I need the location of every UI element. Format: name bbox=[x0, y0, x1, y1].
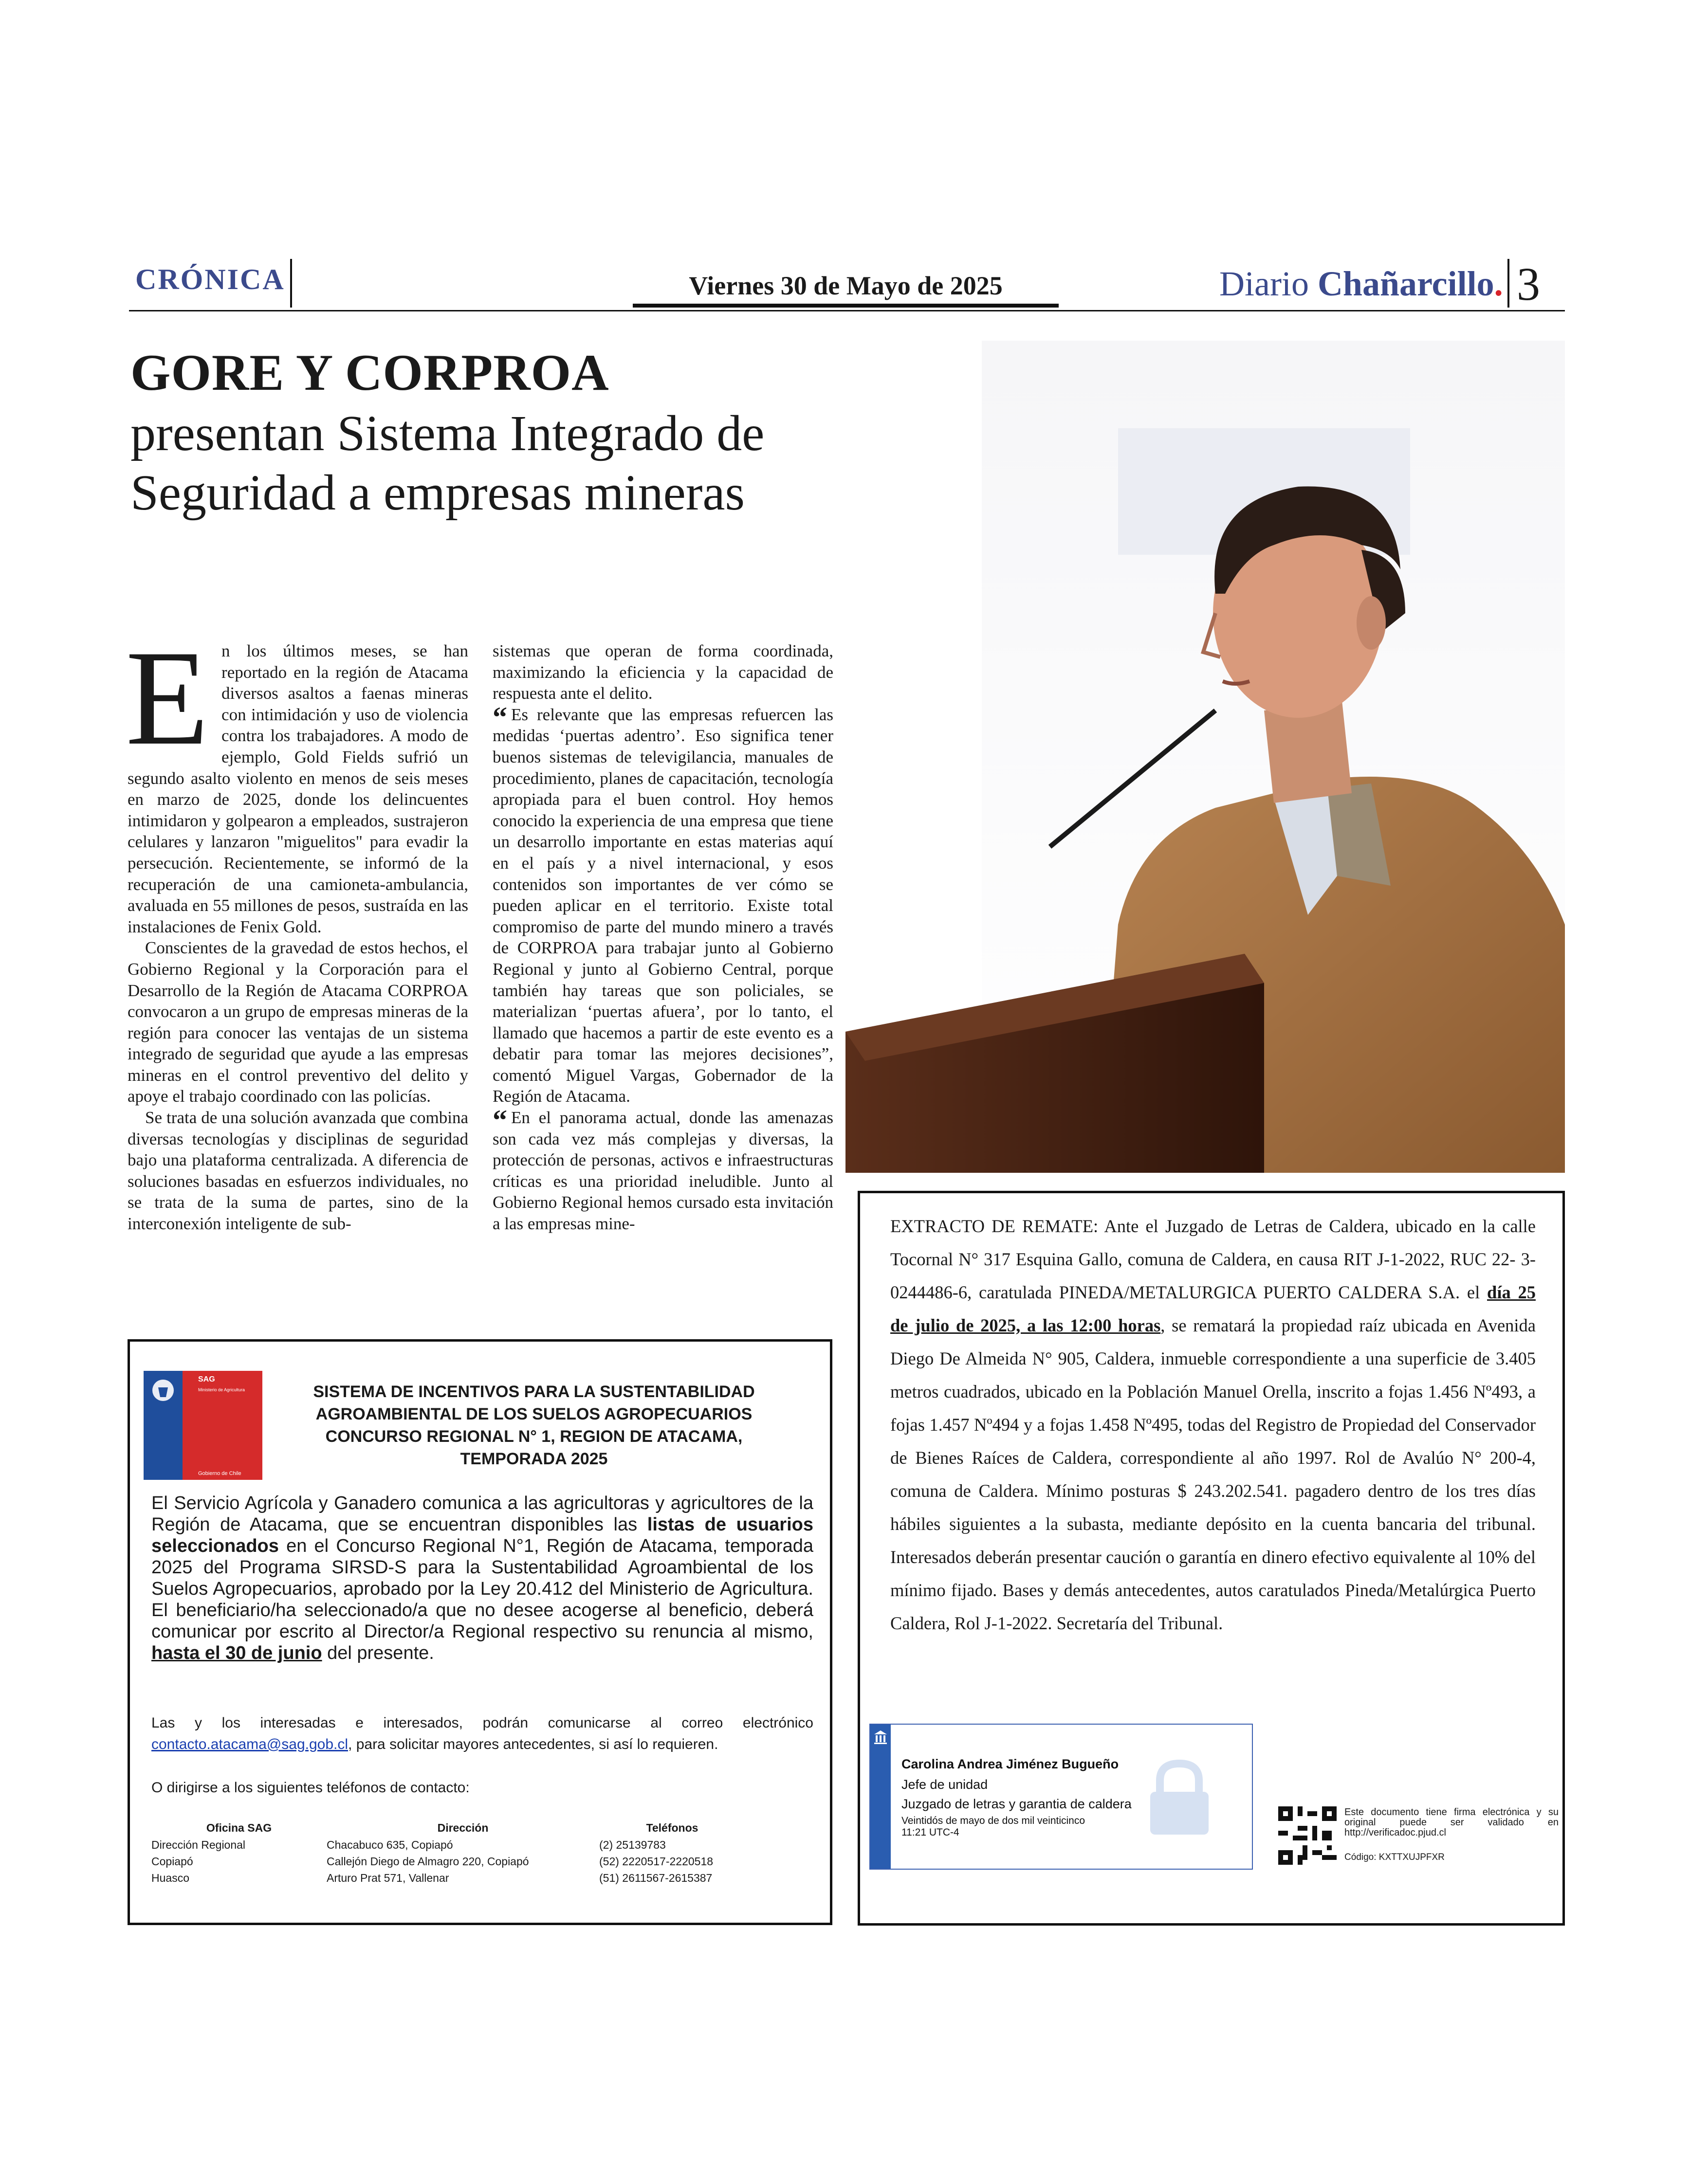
page-number: 3 bbox=[1517, 258, 1540, 310]
sag-title-line: TEMPORADA 2025 bbox=[460, 1450, 608, 1468]
table-header: Dirección bbox=[437, 1821, 489, 1834]
article-column-2 bbox=[493, 640, 833, 1235]
article-column-1 bbox=[126, 622, 468, 1235]
drop-cap: E bbox=[126, 622, 209, 773]
paper-masthead bbox=[1219, 264, 1503, 304]
table-cell: Chacabuco 635, Copiapó bbox=[327, 1838, 453, 1851]
sag-body-text: del presente. bbox=[322, 1643, 434, 1663]
sag-email-link[interactable]: contacto.atacama@sag.gob.cl bbox=[151, 1736, 349, 1752]
table-cell: Dirección Regional bbox=[151, 1838, 246, 1851]
courthouse-icon bbox=[870, 1725, 891, 1754]
quote-icon: “ bbox=[493, 1104, 507, 1137]
sag-notice-body bbox=[151, 1492, 813, 1664]
photo-speaker-at-podium bbox=[845, 341, 1565, 1173]
table-row bbox=[151, 1837, 745, 1853]
headline-title: presentan Sistema Integrado de Seguridad a empresas mineras bbox=[130, 405, 765, 521]
sag-logo-text: SAG bbox=[198, 1375, 215, 1383]
sag-phones-intro: O dirigirse a los siguientes teléfonos de contacto: bbox=[151, 1780, 470, 1796]
table-cell: Copiapó bbox=[151, 1855, 193, 1868]
sag-contact-text bbox=[151, 1712, 813, 1755]
signer-name: Carolina Andrea Jiménez Bugueño bbox=[901, 1757, 1119, 1771]
auction-text-part: , se rematará la propiedad raíz ubicada en Avenida Diego De Almeida N° 905, Caldera, inmueble correspondiente a una superficie de 3.405 metros cuadrados, ubicado en la Población Manuel Orella, inscrito a fojas 1.456 Nº493, a fojas 1.457 Nº494 y a fojas 1.458 Nº495, todas del Registro de Propiedad del Conservador de Bienes Raíces de Caldera, correspondiente al año 1997. Rol de Avalúo N° 200-4, comuna de Caldera. Mínimo posturas $ 243.202.541. pagadero dentro de los tres días hábiles siguientes a la subasta, mediante depósito en la cuenta bancaria del tribunal. Interesados deberán presentar caución o garantía en dinero efectivo equivalente al 10% del mínimo fijado. Bases y demás antecedentes, autos caratulados Pineda/Metalúrgica Puerto Caldera, Rol J-1-2022. Secretaría del Tribunal. bbox=[890, 1315, 1536, 1633]
section-divider bbox=[290, 259, 292, 308]
paragraph-text: En el panorama actual, donde las amenazas son cada vez más complejas y diversas, la protección de personas, activos e infraestructuras críticas es una prioridad ineludible. Junto al Gobierno Regional hemos cursado esta invitación a las empresas mine- bbox=[493, 1108, 833, 1234]
table-header-row bbox=[151, 1821, 745, 1837]
verification-note: Este documento tiene firma electrónica y su original puede ser validado en http://verificadoc.pjud.cl bbox=[1344, 1807, 1559, 1838]
sag-body-text: en el Concurso Regional N°1, Región de Atacama, temporada 2025 del Programa SIRSD-S para la Sustentabilidad Agroambiental de los Suelos Agropecuarios, aprobado por la Ley 20.412 del Ministerio de Agricultura. El beneficiario/ha seleccionado/a que no desee acogerse al beneficio, deberá comunicar por escrito al Director/a Regional respectivo su renuncia al mismo, bbox=[151, 1536, 813, 1642]
auction-date-emphasis: día 25 de julio de 2025, a las 12:00 horas bbox=[890, 1282, 1536, 1335]
sag-contact-part: Las y los interesadas e interesados, podrán comunicarse al correo electrónico bbox=[151, 1715, 813, 1731]
sag-notice-title bbox=[291, 1381, 777, 1470]
table-row bbox=[151, 1853, 745, 1870]
paragraph-text: Es relevante que las empresas refuercen las medidas ‘puertas adentro’. Eso significa tener buenos sistemas de televigilancia, manuales de procedimiento, planes de capacitación, tecnología apropiada para el buen control. Hoy hemos conocido la experiencia de una empresa que tiene un desarrollo importante en estas materias aquí en el país y a nivel internacional, y esos contenidos son importantes de ver cómo se pueden aplicar en el territorio. Existe total compromiso de parte del mundo minero a través de CORPROA para trabajar junto al Gobierno Regional y junto al Gobierno Central, porque también hay tareas que son policiales, se materializan ‘puertas afuera’, por lo tanto, el llamado que hacemos a partir de este evento es a debatir para tomar las mejores decisiones”, comentó Miguel Vargas, Gobernador de la Región de Atacama. bbox=[493, 705, 833, 1106]
signature-date-line: Veintidós de mayo de dos mil veinticinco bbox=[901, 1815, 1085, 1826]
verification-code: Código: KXTTXUJPFXR bbox=[1344, 1852, 1445, 1862]
sag-contact-part: , para solicitar mayores antecedentes, si así lo requieren. bbox=[348, 1736, 718, 1752]
sag-logo bbox=[144, 1371, 262, 1480]
article-photo bbox=[845, 341, 1565, 1173]
quote-icon: “ bbox=[493, 701, 507, 733]
quote-paragraph bbox=[493, 1104, 833, 1235]
lock-icon bbox=[1143, 1759, 1216, 1839]
header-rule bbox=[129, 310, 1565, 311]
table-cell: Huasco bbox=[151, 1872, 189, 1884]
auction-notice-text bbox=[890, 1210, 1536, 1640]
table-cell: (52) 2220517-2220518 bbox=[599, 1855, 714, 1868]
sag-notice-box bbox=[128, 1339, 832, 1925]
headline-kicker: GORE Y CORPROA bbox=[130, 344, 609, 401]
article-paragraph: sistemas que operan de forma coordinada, maximizando la eficiencia y la capacidad de respuesta ante el delito. bbox=[493, 641, 833, 703]
table-cell: Arturo Prat 571, Vallenar bbox=[327, 1872, 449, 1884]
article-paragraph: Se trata de una solución avanzada que combina diversas tecnologías y disciplinas de seguridad bajo una plataforma centralizada. A diferencia de soluciones basadas en esfuerzos individuales, no se trata de la suma de partes, sino de la interconexión inteligente de sub- bbox=[128, 1108, 468, 1234]
sag-logo-ministry: Ministerio de Agricultura bbox=[198, 1387, 245, 1392]
electronic-signature-box bbox=[869, 1724, 1253, 1870]
paragraph-text: n los últimos meses, se han reportado en la región de Atacama diversos asaltos a faenas mineras con intimidación y uso de violencia contra los trabajadores. A modo de ejemplo, Gold Fields sufrió un segundo asalto violento en menos de seis meses en marzo de 2025, donde los delincuentes intimidaron y golpearon a empleados, sustrajeron celulares y lanzaron "miguelitos" para evadir la persecución. Recientemente, se informó de la recuperación de una camioneta-ambulancia, avaluada en 55 millones de pesos, sustraída en las instalaciones de Fenix Gold. bbox=[128, 641, 468, 936]
signature-time-line: 11:21 UTC-4 bbox=[901, 1827, 959, 1838]
signer-role: Jefe de unidad bbox=[901, 1777, 988, 1792]
sag-deadline: hasta el 30 de junio bbox=[151, 1643, 322, 1663]
article-paragraph: Conscientes de la gravedad de estos hechos, el Gobierno Regional y la Corporación para el Desarrollo de la Región de Atacama CORPROA convocaron a un grupo de empresas mineras de la región para conocer las ventajas de un sistema integrado de seguridad que ayude a las empresas mineras en el control preventivo del delito y apoye el trabajo coordinado con las policías. bbox=[128, 938, 468, 1106]
government-emblem-icon bbox=[144, 1371, 262, 1480]
date-underline bbox=[633, 304, 1059, 308]
paper-dot: . bbox=[1494, 264, 1503, 303]
signature-stripe bbox=[870, 1725, 891, 1869]
sag-title-line: CONCURSO REGIONAL N° 1, REGION DE ATACAMA, bbox=[325, 1427, 743, 1446]
sag-title-line: AGROAMBIENTAL DE LOS SUELOS AGROPECUARIOS bbox=[315, 1405, 753, 1423]
table-cell: Callejón Diego de Almagro 220, Copiapó bbox=[327, 1855, 529, 1868]
sag-offices-table bbox=[151, 1821, 745, 1886]
article-paragraph bbox=[126, 622, 468, 937]
quote-paragraph bbox=[493, 701, 833, 1107]
signature-date bbox=[901, 1815, 1085, 1838]
sag-logo-gov: Gobierno de Chile bbox=[198, 1471, 241, 1476]
paper-name-bold: Chañarcillo bbox=[1317, 264, 1494, 303]
page-number-divider bbox=[1507, 259, 1509, 308]
section-label: CRÓNICA bbox=[135, 263, 285, 295]
table-header: Oficina SAG bbox=[206, 1821, 272, 1834]
table-row bbox=[151, 1870, 745, 1886]
table-header: Teléfonos bbox=[646, 1821, 698, 1834]
qr-code-icon bbox=[1278, 1806, 1337, 1865]
issue-date: Viernes 30 de Mayo de 2025 bbox=[689, 271, 1003, 300]
table-cell: (2) 25139783 bbox=[599, 1838, 666, 1851]
auction-notice-box bbox=[858, 1191, 1565, 1926]
sag-body-text: El Servicio Agrícola y Ganadero comunica a las agricultoras y agricultores de la Región de Atacama, que se encuentran disponibles las bbox=[151, 1493, 813, 1535]
auction-text-part: EXTRACTO DE REMATE: Ante el Juzgado de Letras de Caldera, ubicado en la calle Tocornal N° 317 Esquina Gallo, comuna de Caldera, en causa RIT J-1-2022, RUC 22- 3-0244486-6, caratulada PINEDA/METALURGICA PUERTO CALDERA S.A. el bbox=[890, 1216, 1536, 1302]
signer-court: Juzgado de letras y garantia de caldera bbox=[901, 1797, 1132, 1811]
sag-body-emphasis: listas de usuarios seleccionados bbox=[151, 1514, 813, 1556]
table-cell: (51) 2611567-2615387 bbox=[599, 1872, 713, 1884]
sag-title-line: SISTEMA DE INCENTIVOS PARA LA SUSTENTABILIDAD bbox=[313, 1383, 755, 1401]
paper-name-plain: Diario bbox=[1219, 264, 1309, 303]
